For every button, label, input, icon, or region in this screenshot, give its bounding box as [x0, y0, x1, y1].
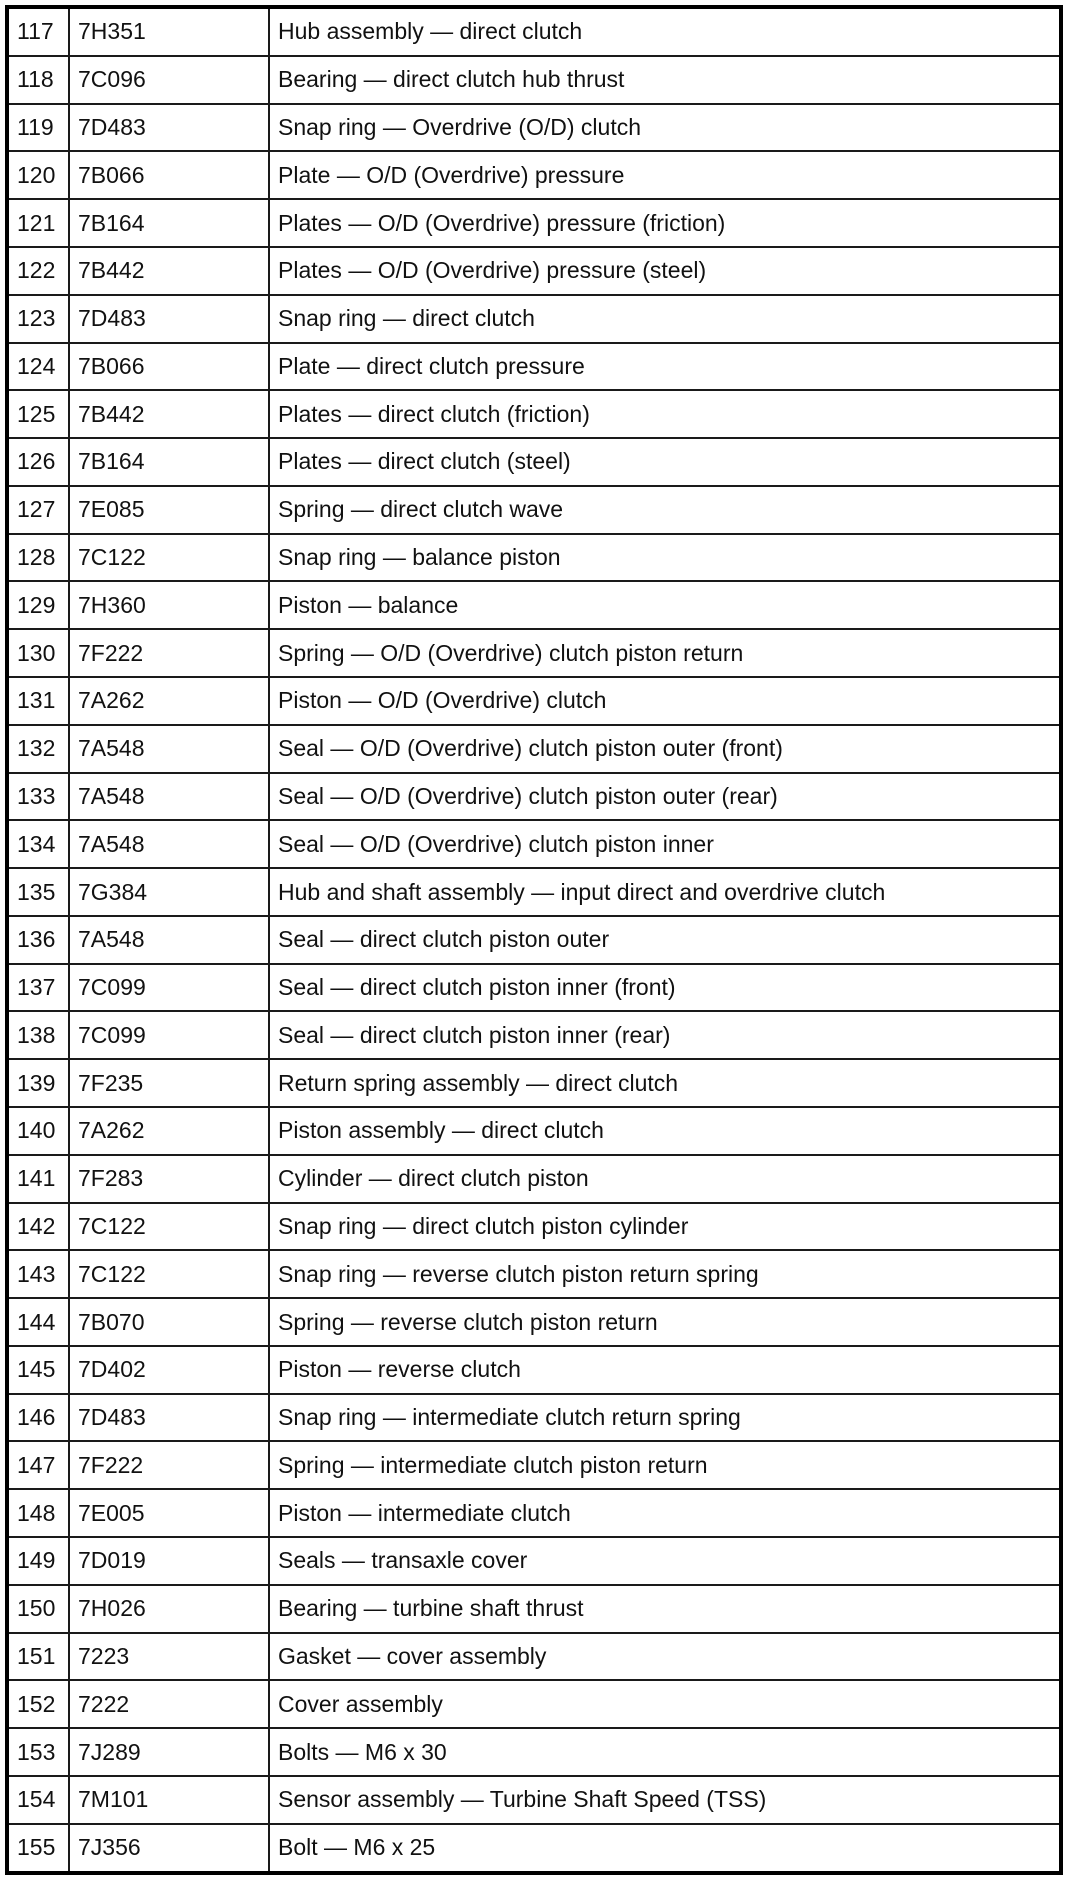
description-cell: Plates — direct clutch (friction)	[269, 390, 1061, 438]
description-cell: Piston assembly — direct clutch	[269, 1107, 1061, 1155]
part-number-cell: 7B442	[69, 247, 269, 295]
description-cell: Seals — transaxle cover	[269, 1537, 1061, 1585]
description-cell: Piston — reverse clutch	[269, 1346, 1061, 1394]
description-cell: Plate — O/D (Overdrive) pressure	[269, 151, 1061, 199]
description-cell: Snap ring — direct clutch	[269, 295, 1061, 343]
description-cell: Spring — intermediate clutch piston return	[269, 1441, 1061, 1489]
part-number-cell: 7H351	[69, 7, 269, 56]
description-cell: Snap ring — intermediate clutch return spring	[269, 1394, 1061, 1442]
item-number-cell: 137	[7, 964, 69, 1012]
part-number-cell: 7B066	[69, 343, 269, 391]
table-row	[7, 1441, 1061, 1489]
part-number-cell: 7E005	[69, 1489, 269, 1537]
parts-table-body	[7, 7, 1061, 1873]
part-number-cell: 7C099	[69, 1011, 269, 1059]
item-number-cell: 145	[7, 1346, 69, 1394]
part-number-cell: 7H026	[69, 1585, 269, 1633]
description-cell: Piston — intermediate clutch	[269, 1489, 1061, 1537]
part-number-cell: 7C122	[69, 1203, 269, 1251]
table-row	[7, 581, 1061, 629]
description-cell: Gasket — cover assembly	[269, 1633, 1061, 1681]
description-cell: Spring — direct clutch wave	[269, 486, 1061, 534]
table-row	[7, 534, 1061, 582]
item-number-cell: 151	[7, 1633, 69, 1681]
item-number-cell: 129	[7, 581, 69, 629]
item-number-cell: 128	[7, 534, 69, 582]
table-row	[7, 1059, 1061, 1107]
part-number-cell: 7H360	[69, 581, 269, 629]
part-number-cell: 7D402	[69, 1346, 269, 1394]
item-number-cell: 124	[7, 343, 69, 391]
item-number-cell: 143	[7, 1250, 69, 1298]
item-number-cell: 141	[7, 1155, 69, 1203]
part-number-cell: 7A262	[69, 677, 269, 725]
part-number-cell: 7B164	[69, 199, 269, 247]
item-number-cell: 150	[7, 1585, 69, 1633]
table-row	[7, 1298, 1061, 1346]
description-cell: Return spring assembly — direct clutch	[269, 1059, 1061, 1107]
table-row	[7, 1537, 1061, 1585]
item-number-cell: 142	[7, 1203, 69, 1251]
part-number-cell: 7B066	[69, 151, 269, 199]
item-number-cell: 138	[7, 1011, 69, 1059]
description-cell: Seal — direct clutch piston inner (rear)	[269, 1011, 1061, 1059]
part-number-cell: 7A548	[69, 725, 269, 773]
table-row	[7, 1633, 1061, 1681]
part-number-cell: 7F222	[69, 1441, 269, 1489]
table-row	[7, 1250, 1061, 1298]
table-row	[7, 1203, 1061, 1251]
description-cell: Snap ring — direct clutch piston cylinder	[269, 1203, 1061, 1251]
item-number-cell: 134	[7, 820, 69, 868]
item-number-cell: 120	[7, 151, 69, 199]
table-row	[7, 725, 1061, 773]
item-number-cell: 149	[7, 1537, 69, 1585]
table-row	[7, 820, 1061, 868]
table-row	[7, 56, 1061, 104]
part-number-cell: 7C096	[69, 56, 269, 104]
part-number-cell: 7J289	[69, 1728, 269, 1776]
description-cell: Plates — O/D (Overdrive) pressure (steel)	[269, 247, 1061, 295]
description-cell: Bearing — turbine shaft thrust	[269, 1585, 1061, 1633]
part-number-cell: 7D019	[69, 1537, 269, 1585]
item-number-cell: 147	[7, 1441, 69, 1489]
part-number-cell: 7F235	[69, 1059, 269, 1107]
part-number-cell: 7D483	[69, 295, 269, 343]
item-number-cell: 131	[7, 677, 69, 725]
item-number-cell: 146	[7, 1394, 69, 1442]
table-row	[7, 629, 1061, 677]
item-number-cell: 119	[7, 104, 69, 152]
item-number-cell: 154	[7, 1776, 69, 1824]
description-cell: Bolt — M6 x 25	[269, 1824, 1061, 1873]
part-number-cell: 7C122	[69, 534, 269, 582]
part-number-cell: 7G384	[69, 868, 269, 916]
table-row	[7, 1394, 1061, 1442]
description-cell: Piston — balance	[269, 581, 1061, 629]
part-number-cell: 7C099	[69, 964, 269, 1012]
table-row	[7, 1776, 1061, 1824]
part-number-cell: 7B442	[69, 390, 269, 438]
table-row	[7, 1824, 1061, 1873]
item-number-cell: 125	[7, 390, 69, 438]
part-number-cell: 7J356	[69, 1824, 269, 1873]
item-number-cell: 123	[7, 295, 69, 343]
table-row	[7, 247, 1061, 295]
description-cell: Spring — O/D (Overdrive) clutch piston return	[269, 629, 1061, 677]
table-row	[7, 295, 1061, 343]
item-number-cell: 133	[7, 773, 69, 821]
table-row	[7, 1680, 1061, 1728]
item-number-cell: 155	[7, 1824, 69, 1873]
part-number-cell: 7F283	[69, 1155, 269, 1203]
item-number-cell: 153	[7, 1728, 69, 1776]
part-number-cell: 7B164	[69, 438, 269, 486]
table-row	[7, 964, 1061, 1012]
description-cell: Cover assembly	[269, 1680, 1061, 1728]
table-row	[7, 1155, 1061, 1203]
table-row	[7, 773, 1061, 821]
description-cell: Snap ring — balance piston	[269, 534, 1061, 582]
item-number-cell: 139	[7, 1059, 69, 1107]
table-row	[7, 1489, 1061, 1537]
description-cell: Seal — direct clutch piston inner (front)	[269, 964, 1061, 1012]
item-number-cell: 127	[7, 486, 69, 534]
item-number-cell: 140	[7, 1107, 69, 1155]
description-cell: Snap ring — Overdrive (O/D) clutch	[269, 104, 1061, 152]
description-cell: Seal — O/D (Overdrive) clutch piston outer (rear)	[269, 773, 1061, 821]
table-row	[7, 1585, 1061, 1633]
item-number-cell: 118	[7, 56, 69, 104]
table-row	[7, 343, 1061, 391]
table-row	[7, 438, 1061, 486]
description-cell: Plates — direct clutch (steel)	[269, 438, 1061, 486]
description-cell: Plate — direct clutch pressure	[269, 343, 1061, 391]
description-cell: Seal — O/D (Overdrive) clutch piston inner	[269, 820, 1061, 868]
description-cell: Seal — direct clutch piston outer	[269, 916, 1061, 964]
item-number-cell: 121	[7, 199, 69, 247]
table-row	[7, 1346, 1061, 1394]
table-row	[7, 916, 1061, 964]
item-number-cell: 148	[7, 1489, 69, 1537]
table-row	[7, 7, 1061, 56]
part-number-cell: 7M101	[69, 1776, 269, 1824]
table-row	[7, 151, 1061, 199]
item-number-cell: 126	[7, 438, 69, 486]
table-row	[7, 486, 1061, 534]
table-row	[7, 1107, 1061, 1155]
description-cell: Hub assembly — direct clutch	[269, 7, 1061, 56]
part-number-cell: 7F222	[69, 629, 269, 677]
table-row	[7, 199, 1061, 247]
item-number-cell: 117	[7, 7, 69, 56]
item-number-cell: 144	[7, 1298, 69, 1346]
part-number-cell: 7D483	[69, 104, 269, 152]
description-cell: Piston — O/D (Overdrive) clutch	[269, 677, 1061, 725]
part-number-cell: 7B070	[69, 1298, 269, 1346]
table-row	[7, 677, 1061, 725]
item-number-cell: 135	[7, 868, 69, 916]
item-number-cell: 132	[7, 725, 69, 773]
description-cell: Spring — reverse clutch piston return	[269, 1298, 1061, 1346]
table-row	[7, 1728, 1061, 1776]
description-cell: Cylinder — direct clutch piston	[269, 1155, 1061, 1203]
description-cell: Plates — O/D (Overdrive) pressure (friction)	[269, 199, 1061, 247]
table-row	[7, 1011, 1061, 1059]
description-cell: Snap ring — reverse clutch piston return spring	[269, 1250, 1061, 1298]
part-number-cell: 7C122	[69, 1250, 269, 1298]
parts-table	[5, 5, 1063, 1875]
table-row	[7, 868, 1061, 916]
part-number-cell: 7D483	[69, 1394, 269, 1442]
description-cell: Bearing — direct clutch hub thrust	[269, 56, 1061, 104]
part-number-cell: 7222	[69, 1680, 269, 1728]
table-row	[7, 390, 1061, 438]
part-number-cell: 7A548	[69, 773, 269, 821]
part-number-cell: 7A548	[69, 820, 269, 868]
item-number-cell: 122	[7, 247, 69, 295]
description-cell: Hub and shaft assembly — input direct and overdrive clutch	[269, 868, 1061, 916]
description-cell: Seal — O/D (Overdrive) clutch piston outer (front)	[269, 725, 1061, 773]
table-row	[7, 104, 1061, 152]
item-number-cell: 130	[7, 629, 69, 677]
part-number-cell: 7A262	[69, 1107, 269, 1155]
part-number-cell: 7A548	[69, 916, 269, 964]
description-cell: Sensor assembly — Turbine Shaft Speed (TSS)	[269, 1776, 1061, 1824]
item-number-cell: 152	[7, 1680, 69, 1728]
part-number-cell: 7E085	[69, 486, 269, 534]
part-number-cell: 7223	[69, 1633, 269, 1681]
description-cell: Bolts — M6 x 30	[269, 1728, 1061, 1776]
item-number-cell: 136	[7, 916, 69, 964]
